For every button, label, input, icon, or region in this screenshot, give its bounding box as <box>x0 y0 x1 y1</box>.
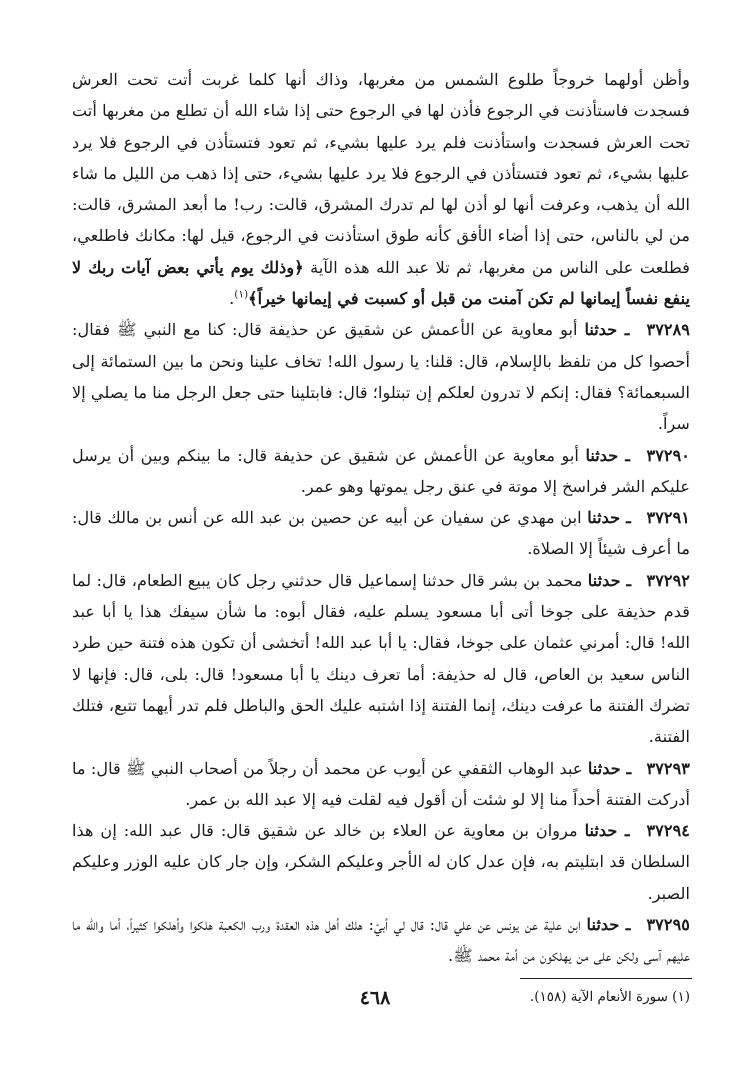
page-number: ٤٦٨ <box>359 987 391 1009</box>
hadith-text: أبو معاوية عن الأعمش عن شقيق عن حذيفة قال: كنا مع النبي ﷺ فقال: أحصوا كل من تلفظ بالإسلام، قال: قلنا: يا رسول الله! تخاف علينا ونحن ما بين الستمائة إلى السبعمائة؟ فقال: إنكم لا تدرون لعلكم إن تبتلوا؛ قال: فابتلينا حتى جعل الرجل منا ما يصلي إلا سراً. <box>72 320 690 434</box>
hadith-text: مروان بن معاوية عن العلاء بن خالد عن شقيق قال: قال عبد الله: إن هذا السلطان قد ابتليتم به، فإن عدل كان له الأجر وعليكم الشكر، وإن جار كان عليه الوزر وعليكم الصبر. <box>72 821 690 903</box>
hadith-text: ابن مهدي عن سفيان عن أبيه عن حصين بن عبد الله عن أنس بن مالك قال: ما أعرف شيئاً إلا الصلاة. <box>72 508 690 559</box>
hadith-lead: ـ حدثنا <box>585 445 630 465</box>
intro-text: وأظن أولهما خروجاً طلوع الشمس من مغربها، وذاك أنها كلما غربت أتت تحت العرش فسجدت فاستأذنت في الرجوع فأذن لها في الرجوع حتى إذا شاء الله أن تطلع من مغربها أتت تحت العرش فسجدت واستأذنت فلم يرد عليها بشيء، ثم تعود فتستأذن في الرجوع فلا يرد عليها بشيء، ثم تعود فتستأذن في الرجوع فلا يرد عليها بشيء، حتى إذا ذهب من الليل ما شاء الله أن يذهب، وعرفت أنها لو أذن لها لم تدرك المشرق، قالت: رب! ما أبعد المشرق، قالت: من لي بالناس، حتى إذا أضاء الأفق كأنه طوق استأذنت في الرجوع، قيل لها: مكانك فاطلعي، فطلعت على الناس من مغربها، ثم تلا عبد الله هذه الآية <box>72 70 690 277</box>
hadith-lead: ـ حدثنا <box>587 570 632 590</box>
hadith-37295 <box>72 909 690 972</box>
intro-end: . <box>229 289 235 309</box>
hadith-text: محمد بن بشر قال حدثنا إسماعيل قال حدثني رجل كان يبيع الطعام، قال: لما قدم حذيفة على جوخا أتى أبا مسعود يسلم عليه، فقال أبوه: ما شأن سيفك هذا يا أبا عبد الله! قال: أمرني عثمان على جوخا، فقال: يا أبا عبد الله! أتخشى أن تكون هذه فتنة حين طرد الناس سعيد بن العاص، قال له حذيفة: أما تعرف دينك يا أبا مسعود! قال: بلى، قال: فإنها لا تضرك الفتنة ما عرفت دينك، إنما الفتنة إذا اشتبه عليك الحق والباطل فلم تدر أيهما تتبع، فتلك الفتنة. <box>72 570 690 747</box>
hadith-number: ٣٧٢٩٢ <box>646 570 690 590</box>
hadith-lead: ـ حدثنا <box>584 320 630 340</box>
main-text <box>72 64 690 972</box>
hadith-37291 <box>72 502 690 565</box>
hadith-37294 <box>72 815 690 909</box>
hadith-lead: ـ حدثنا <box>586 915 631 935</box>
footnote-divider <box>520 978 692 979</box>
hadith-37290 <box>72 440 690 503</box>
hadith-number: ٣٧٢٩٤ <box>646 821 690 841</box>
hadith-number: ٣٧٢٩١ <box>646 508 690 528</box>
hadith-lead: ـ حدثنا <box>587 758 632 778</box>
hadith-37289 <box>72 314 690 439</box>
hadith-lead: ـ حدثنا <box>587 508 631 528</box>
quran-verse: ﴿وذلك يوم يأتي بعض آيات ربك لا ينفع نفساً إيمانها لم تكن آمنت من قبل أو كسبت في إيمانها خيراً﴾ <box>72 257 690 309</box>
hadith-number: ٣٧٢٩٥ <box>646 915 690 935</box>
hadith-lead: ـ حدثنا <box>584 821 630 841</box>
hadith-number: ٣٧٢٩٣ <box>646 758 690 778</box>
intro-paragraph <box>72 64 690 314</box>
hadith-number: ٣٧٢٩٠ <box>646 445 690 465</box>
hadith-text: أبو معاوية عن الأعمش عن شقيق عن حذيفة قال: ما بينكم وبين أن يرسل عليكم الشر فراسخ إلا موتة في عنق رجل يموتها وهو عمر. <box>72 445 690 496</box>
footnote-ref: (١) <box>234 288 249 301</box>
hadith-37292 <box>72 565 690 753</box>
hadith-text: ابن علية عن يونس عن علي قال: قال لي أبيّ: هلك أهل هذه العقدة ورب الكعبة هلكوا وأهلكوا كثيراً، أما والله ما عليهم آسى ولكن على من يهلكون من أمة محمد ﷺ. <box>72 915 690 966</box>
hadith-text: عبد الوهاب الثقفي عن أيوب عن محمد أن رجلاً من أصحاب النبي ﷺ قال: ما أدركت الفتنة أحداً منا إلا لو شئت أن أقول فيه لقلت فيه إلا عبد الله بن عمر. <box>72 758 690 809</box>
footnote: (١) سورة الأنعام الآية (١٥٨). <box>529 989 690 1005</box>
hadith-37293 <box>72 753 690 816</box>
hadith-number: ٣٧٢٨٩ <box>646 320 690 340</box>
